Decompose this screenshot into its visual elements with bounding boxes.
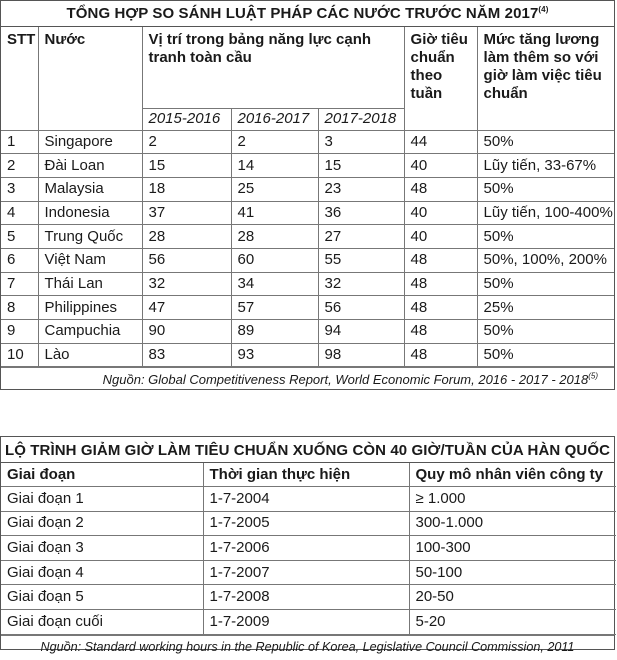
cell-overtime: 50%, 100%, 200% (477, 248, 614, 272)
header-year: 2017-2018 (318, 108, 404, 130)
table-row (1, 343, 614, 367)
cell-stt: 6 (1, 248, 38, 272)
cell-date: 1-7-2005 (203, 511, 409, 536)
cell-r3: 36 (318, 201, 404, 225)
cell-company-size: 50-100 (409, 560, 616, 585)
cell-company-size: 300-1.000 (409, 511, 616, 536)
cell-stt: 5 (1, 225, 38, 249)
cell-r3: 15 (318, 154, 404, 178)
table-row (1, 511, 616, 536)
cell-r2: 28 (231, 225, 318, 249)
table-row (1, 225, 614, 249)
cell-stt: 9 (1, 320, 38, 344)
cell-r1: 90 (142, 320, 231, 344)
header-rank: Vị trí trong bảng năng lực cạnh tranh toàn cầu (142, 27, 404, 108)
cell-stt: 8 (1, 296, 38, 320)
cell-country: Việt Nam (38, 248, 142, 272)
cell-r2: 2 (231, 130, 318, 154)
header-phase: Giai đoạn (1, 463, 203, 487)
header-overtime: Mức tăng lương làm thêm so với giờ làm việc tiêu chuẩn (477, 27, 614, 130)
cell-hours: 48 (404, 272, 477, 296)
table1-title-text: TỔNG HỢP SO SÁNH LUẬT PHÁP CÁC NƯỚC TRƯỚC NĂM 2017 (66, 5, 539, 22)
comparison-table (1, 27, 614, 367)
table1-source-text: Nguồn: Global Competitiveness Report, World Economic Forum, 2016 - 2017 - 2018 (102, 372, 589, 388)
table-row (1, 560, 616, 585)
table-row (1, 201, 614, 225)
cell-r2: 14 (231, 154, 318, 178)
table-row (1, 320, 614, 344)
cell-overtime: 50% (477, 130, 614, 154)
cell-r1: 83 (142, 343, 231, 367)
cell-r3: 23 (318, 177, 404, 201)
cell-hours: 48 (404, 320, 477, 344)
header-date: Thời gian thực hiện (203, 463, 409, 487)
cell-r1: 15 (142, 154, 231, 178)
header-year: 2016-2017 (231, 108, 318, 130)
cell-country: Đài Loan (38, 154, 142, 178)
cell-r2: 93 (231, 343, 318, 367)
cell-r3: 32 (318, 272, 404, 296)
cell-r2: 57 (231, 296, 318, 320)
cell-hours: 48 (404, 343, 477, 367)
table1-title (1, 1, 614, 27)
table-row (1, 536, 616, 561)
table2-title: LỘ TRÌNH GIẢM GIỜ LÀM TIÊU CHUẨN XUỐNG CÒN 40 GIỜ/TUẦN CỦA HÀN QUỐC (1, 437, 614, 463)
cell-r2: 25 (231, 177, 318, 201)
table2-source: Nguồn: Standard working hours in the Republic of Korea, Legislative Council Commission, 2011 (1, 635, 614, 660)
cell-country: Thái Lan (38, 272, 142, 296)
cell-r1: 56 (142, 248, 231, 272)
cell-hours: 40 (404, 154, 477, 178)
cell-stt: 10 (1, 343, 38, 367)
cell-country: Philippines (38, 296, 142, 320)
cell-hours: 48 (404, 296, 477, 320)
cell-hours: 48 (404, 177, 477, 201)
table1-source-footnote: (5) (588, 372, 598, 382)
korea-roadmap-panel (0, 436, 615, 654)
header-country: Nước (38, 27, 142, 130)
table1-title-footnote: (4) (538, 5, 549, 14)
cell-phase: Giai đoạn cuối (1, 609, 203, 634)
cell-date: 1-7-2007 (203, 560, 409, 585)
cell-phase: Giai đoạn 3 (1, 536, 203, 561)
cell-country: Campuchia (38, 320, 142, 344)
cell-overtime: 50% (477, 320, 614, 344)
cell-country: Malaysia (38, 177, 142, 201)
cell-r2: 89 (231, 320, 318, 344)
table-row (1, 130, 614, 154)
cell-date: 1-7-2009 (203, 609, 409, 634)
cell-stt: 4 (1, 201, 38, 225)
table-row (1, 487, 616, 512)
cell-hours: 40 (404, 225, 477, 249)
korea-roadmap-table (1, 463, 616, 635)
cell-r3: 55 (318, 248, 404, 272)
cell-date: 1-7-2006 (203, 536, 409, 561)
cell-date: 1-7-2004 (203, 487, 409, 512)
cell-company-size: ≥ 1.000 (409, 487, 616, 512)
cell-r3: 3 (318, 130, 404, 154)
table-row (1, 154, 614, 178)
cell-overtime: 25% (477, 296, 614, 320)
cell-r2: 41 (231, 201, 318, 225)
cell-r1: 18 (142, 177, 231, 201)
cell-r3: 94 (318, 320, 404, 344)
cell-company-size: 5-20 (409, 609, 616, 634)
cell-hours: 44 (404, 130, 477, 154)
table-row (1, 585, 616, 610)
cell-stt: 2 (1, 154, 38, 178)
header-stt: STT (1, 27, 38, 130)
cell-stt: 1 (1, 130, 38, 154)
header-hours: Giờ tiêu chuẩn theo tuần (404, 27, 477, 130)
cell-company-size: 100-300 (409, 536, 616, 561)
cell-phase: Giai đoạn 2 (1, 511, 203, 536)
cell-r1: 32 (142, 272, 231, 296)
cell-country: Trung Quốc (38, 225, 142, 249)
cell-country: Indonesia (38, 201, 142, 225)
cell-overtime: 50% (477, 343, 614, 367)
cell-r2: 60 (231, 248, 318, 272)
cell-r3: 98 (318, 343, 404, 367)
cell-date: 1-7-2008 (203, 585, 409, 610)
cell-phase: Giai đoạn 1 (1, 487, 203, 512)
cell-r1: 2 (142, 130, 231, 154)
cell-phase: Giai đoạn 4 (1, 560, 203, 585)
table-row (1, 296, 614, 320)
cell-hours: 40 (404, 201, 477, 225)
cell-r3: 56 (318, 296, 404, 320)
table-row (1, 609, 616, 634)
header-year: 2015-2016 (142, 108, 231, 130)
header-company-size: Quy mô nhân viên công ty (409, 463, 616, 487)
cell-r1: 47 (142, 296, 231, 320)
cell-r1: 37 (142, 201, 231, 225)
cell-stt: 3 (1, 177, 38, 201)
cell-r3: 27 (318, 225, 404, 249)
cell-hours: 48 (404, 248, 477, 272)
cell-r1: 28 (142, 225, 231, 249)
cell-overtime: 50% (477, 225, 614, 249)
table1-source (1, 367, 614, 392)
cell-stt: 7 (1, 272, 38, 296)
cell-company-size: 20-50 (409, 585, 616, 610)
cell-phase: Giai đoạn 5 (1, 585, 203, 610)
cell-r2: 34 (231, 272, 318, 296)
cell-overtime: Lũy tiến, 33-67% (477, 154, 614, 178)
cell-country: Lào (38, 343, 142, 367)
cell-country: Singapore (38, 130, 142, 154)
table-row (1, 177, 614, 201)
cell-overtime: 50% (477, 177, 614, 201)
table-row (1, 272, 614, 296)
cell-overtime: 50% (477, 272, 614, 296)
cell-overtime: Lũy tiến, 100-400% (477, 201, 614, 225)
table-row (1, 248, 614, 272)
